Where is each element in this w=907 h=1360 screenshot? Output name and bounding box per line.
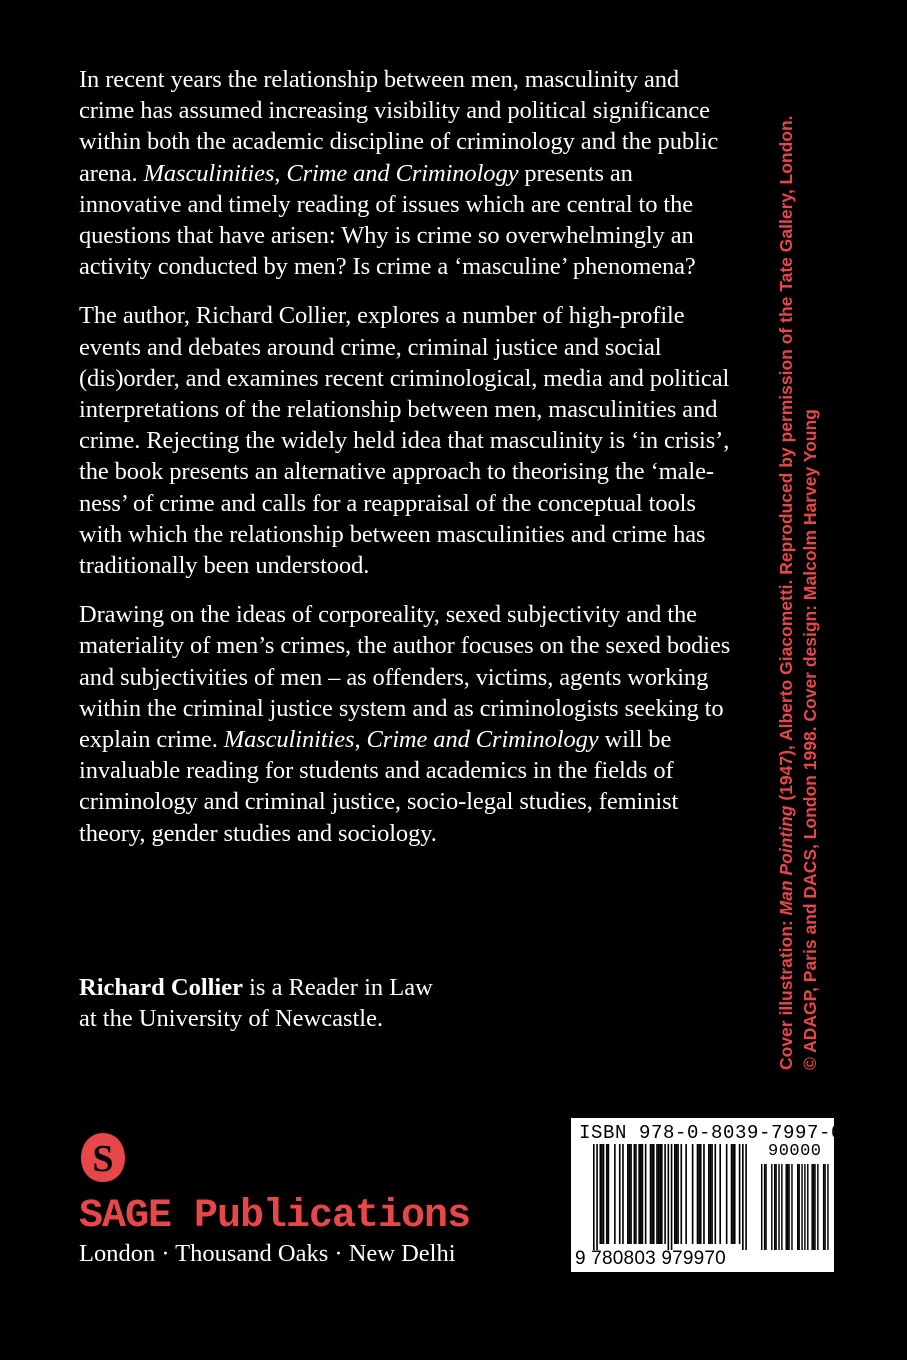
- addon-bar: [788, 1164, 789, 1250]
- barcode-bar: [668, 1144, 670, 1250]
- addon-bar: [774, 1164, 775, 1250]
- publisher-name: SAGE Publications: [79, 1194, 471, 1239]
- barcode-bar: [614, 1144, 616, 1244]
- addon-bar: [797, 1164, 798, 1250]
- addon-bar: [813, 1164, 814, 1250]
- blurb-paragraph-3-text-b: will be invaluable reading for students and academics in the fields of criminology and criminal justice, socio-legal studies, feminist theory, gender studies and sociology.: [79, 726, 679, 847]
- book-title-italic: Masculinities, Crime and Criminology: [223, 726, 599, 754]
- barcode-bar: [638, 1144, 640, 1244]
- barcode-bar: [745, 1144, 747, 1250]
- barcode-bar: [676, 1144, 678, 1244]
- addon-bar: [824, 1164, 825, 1250]
- barcode-bar: [608, 1144, 610, 1244]
- blurb-paragraph-1: [79, 64, 739, 282]
- barcode-bar: [677, 1144, 679, 1244]
- cover-credit: [774, 70, 822, 1070]
- addon-bar: [761, 1164, 762, 1250]
- blurb-paragraph-3: [79, 599, 739, 849]
- back-cover-blurb: [79, 64, 739, 867]
- sage-logo-letter: S: [92, 1138, 114, 1180]
- barcode-bar: [703, 1144, 705, 1244]
- blurb-paragraph-1-text-a: In recent years the relationship between men, masculinity and crime has assumed increasing visibility and political significance within both the academic discipline of criminology and the public arena.: [79, 66, 719, 187]
- barcode-bar: [642, 1144, 644, 1244]
- barcode-bar: [640, 1144, 642, 1244]
- cover-credit-line-1: [774, 70, 798, 1070]
- barcode-bar: [630, 1144, 632, 1244]
- addon-bar: [785, 1164, 786, 1250]
- addon-bar: [787, 1164, 788, 1250]
- barcode-bar: [603, 1144, 605, 1244]
- barcode-bar: [658, 1144, 660, 1244]
- barcode-bar: [653, 1144, 655, 1244]
- addon-bar: [764, 1164, 765, 1250]
- author-bio-line-1: is a Reader in Law: [243, 974, 433, 1001]
- barcode-bar: [627, 1144, 629, 1244]
- barcode-bar: [671, 1144, 673, 1250]
- barcode-bar: [599, 1144, 601, 1244]
- barcode-bar: [601, 1144, 603, 1244]
- barcode-bar: [710, 1144, 712, 1244]
- barcode-bar: [606, 1144, 608, 1244]
- barcode-bar: [596, 1144, 598, 1250]
- credit-label: Cover illustration:: [776, 915, 796, 1070]
- barcode-bar: [742, 1144, 744, 1250]
- addon-bar: [801, 1164, 802, 1250]
- barcode-bar: [700, 1144, 702, 1244]
- barcode-bar: [622, 1144, 624, 1244]
- isbn-barcode: [571, 1118, 844, 1272]
- barcode-bar: [685, 1144, 687, 1244]
- barcode-bar: [692, 1144, 694, 1244]
- addon-bar: [765, 1164, 766, 1250]
- publisher-cities: London · Thousand Oaks · New Delhi: [79, 1240, 456, 1267]
- barcode-bar: [715, 1144, 717, 1244]
- barcode-bar: [726, 1144, 728, 1244]
- barcode-bar: [697, 1144, 699, 1244]
- addon-bar: [827, 1164, 828, 1250]
- blurb-paragraph-1-text-b: presents an innovative and timely reading of issues which are central to the questions that have arisen: Why is crime so overwhelmingly an activity conducted by men? Is crime a ‘masculine’ phenomena?: [79, 159, 696, 281]
- barcode-bar: [739, 1144, 741, 1244]
- author-bio-line-2: at the University of Newcastle.: [79, 1005, 384, 1033]
- barcode-bar: [711, 1144, 713, 1244]
- artwork-title: Man Pointing: [776, 805, 796, 916]
- barcode-bar: [719, 1144, 721, 1244]
- author-bio: [79, 972, 559, 1034]
- book-title-italic: Masculinities, Crime and Criminology: [143, 159, 519, 187]
- addon-bar: [811, 1164, 812, 1250]
- barcode-bar: [651, 1144, 653, 1244]
- barcode-bar: [635, 1144, 637, 1244]
- blurb-paragraph-3-text-a: Drawing on the ideas of corporeality, sexed subjectivity and the materiality of men’s crimes, the author focuses on the sexed bodies and subjectivities of men – as offenders, victims, agents working within the criminal justice system and as criminologists seeking to explain crime.: [79, 601, 731, 754]
- barcode-bar: [656, 1144, 658, 1244]
- barcode-bar: [634, 1144, 636, 1244]
- barcode-bar: [650, 1144, 652, 1244]
- isbn-number: ISBN 978-0-8039-7997-0: [579, 1122, 844, 1144]
- barcode-bar: [734, 1144, 736, 1244]
- credit-details: (1947), Alberto Giacometti. Reproduced by permission of the Tate Gallery, London.: [776, 115, 796, 806]
- addon-bar: [804, 1164, 805, 1250]
- barcode-bar: [674, 1144, 676, 1244]
- barcode-bar: [698, 1144, 700, 1244]
- barcode-bar: [593, 1144, 595, 1250]
- barcode-bar: [619, 1144, 621, 1244]
- barcode-bar: [731, 1144, 733, 1244]
- sage-logo-icon: [78, 1130, 128, 1185]
- addon-bar: [807, 1164, 808, 1250]
- addon-bar: [781, 1164, 782, 1250]
- addon-bar: [775, 1164, 776, 1250]
- addon-bar: [798, 1164, 799, 1250]
- barcode-bar: [708, 1144, 710, 1244]
- addon-bar: [771, 1164, 772, 1250]
- addon-bar: [814, 1164, 815, 1250]
- barcode-bar: [661, 1144, 663, 1244]
- price-code: 90000: [768, 1142, 822, 1161]
- barcode-bar: [645, 1144, 647, 1244]
- barcode-bar: [680, 1144, 682, 1244]
- barcode-bar: [659, 1144, 661, 1244]
- ean-number: 9 780803 979970: [575, 1248, 726, 1269]
- addon-bar: [817, 1164, 818, 1250]
- barcode-bar: [629, 1144, 631, 1244]
- barcode-bar: [732, 1144, 734, 1244]
- blurb-paragraph-2: The author, Richard Collier, explores a number of high-profile events and debates around crime, criminal justice and social (dis)order, and examines recent criminological, media and political interpretations of the relationship between men, masculinities and crime. Rejecting the widely held idea that masculinity is ‘in crisis’, the book presents an alternative approach to theorising the ‘male-ness’ of crime and calls for a reappraisal of the conceptual tools with which the relationship between masculinities and crime has traditionally been understood.: [79, 302, 730, 580]
- addon-bar: [823, 1164, 824, 1250]
- cover-credit-line-2: © ADAGP, Paris and DACS, London 1998. Cover design: Malcolm Harvey Young: [800, 409, 820, 1070]
- barcode-bar: [664, 1144, 666, 1244]
- addon-bar: [778, 1164, 779, 1250]
- addon-bar: [791, 1164, 792, 1250]
- author-name: Richard Collier: [79, 974, 243, 1001]
